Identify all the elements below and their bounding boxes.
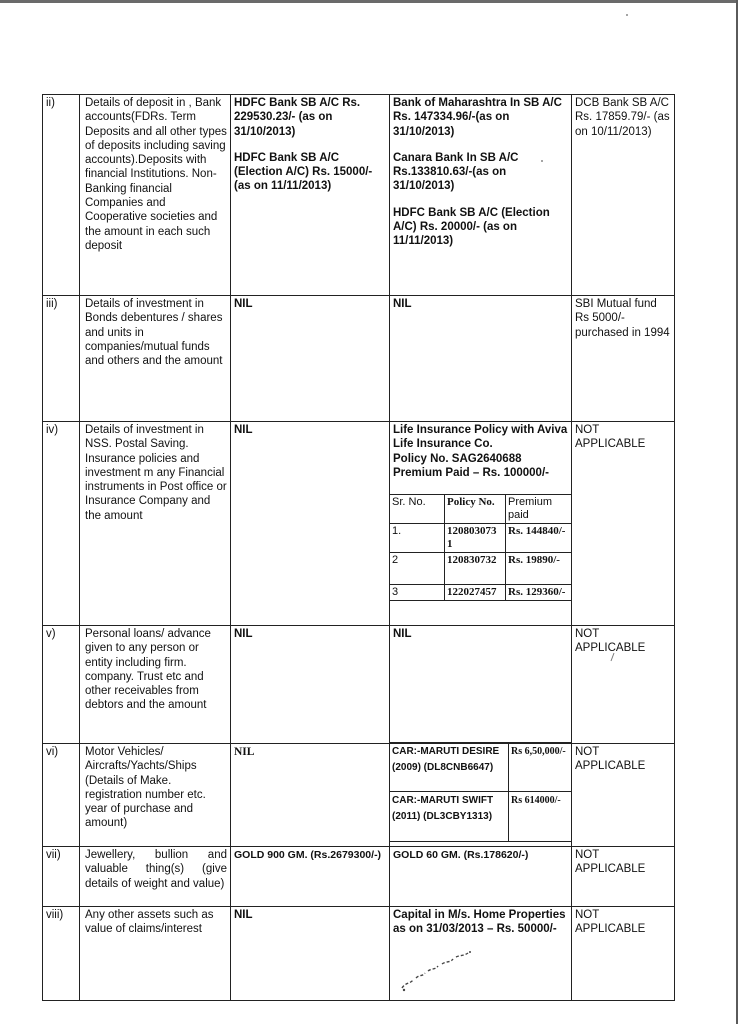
policy-line: Life Insurance Policy with Aviva — [393, 424, 568, 436]
table-row — [43, 296, 675, 422]
signature-scribble — [398, 944, 488, 994]
policy-number: 122027457 — [445, 585, 506, 601]
policy-premium: Rs. 144840/- — [506, 524, 572, 553]
policy-line: Life Insurance Co. — [393, 438, 493, 451]
col5-cell: NOT APPLICABLE — [572, 422, 675, 626]
policy-number: 120830732 — [445, 553, 506, 585]
table-row — [43, 422, 675, 626]
col3-entry: HDFC Bank SB A/C (Election A/C) Rs. 15000/- (as on 11/11/2013) — [234, 151, 373, 193]
policy-line: Premium Paid – Rs. 100000/- — [393, 466, 549, 479]
col5-cell: SBI Mutual fund Rs 5000/- purchased in 1994 — [572, 296, 675, 422]
row-description: Details of investment in Bonds debentures / shares and units in companies/mutual funds and others and the amount — [80, 296, 231, 422]
col4-cell: GOLD 60 GM. (Rs.178620/-) — [390, 847, 572, 907]
policy-row — [390, 553, 572, 585]
col5-cell: DCB Bank SB A/C Rs. 17859.79/- (as on 10/11/2013) — [572, 95, 675, 296]
row-description: Jewellery, bullion and valuable thing(s) (give details of weight and value) — [80, 847, 231, 907]
row-index: viii) — [43, 907, 80, 1001]
policy-number: 120803073 1 — [445, 524, 506, 553]
policy-header: Premium paid — [506, 495, 572, 524]
policy-row — [390, 585, 572, 601]
row-index: iii) — [43, 296, 80, 422]
scan-speck — [626, 14, 628, 16]
col3-cell: NIL — [231, 422, 390, 626]
table-row — [43, 626, 675, 744]
col5-cell: NOT APPLICABLE — [572, 626, 675, 744]
col3-cell: NIL — [231, 626, 390, 744]
row-description: Details of investment in NSS. Postal Saving. Insurance policies and investment m any Financial instruments in Post office or Insurance Company and the amount — [80, 422, 231, 626]
policy-sr: 1. — [390, 524, 445, 553]
page-edge-top — [0, 0, 738, 3]
row-description: Details of deposit in , Bank accounts(FDRs. Term Deposits and all other types of deposits including saving accounts).Deposits with financial Institutions. Non-Banking financial Companies and Cooperative societies and the amount in each such deposit — [80, 95, 231, 296]
col3-entry: HDFC Bank SB A/C Rs. 229530.23/- (as on 31/10/2013) — [234, 97, 361, 138]
col4-entry: HDFC Bank SB A/C (Election A/C) Rs. 20000/- (as on 11/11/2013) — [393, 206, 550, 248]
col4-cell — [390, 95, 572, 296]
policy-sr: 2 — [390, 553, 445, 585]
table-row — [43, 95, 675, 296]
col5-cell: NOT APPLICABLE — [572, 907, 675, 1001]
policy-row — [390, 524, 572, 553]
vehicle-row — [390, 792, 572, 842]
row-index: iv) — [43, 422, 80, 626]
table-row — [43, 847, 675, 907]
assets-table — [42, 94, 675, 1001]
col4-cell — [390, 422, 572, 626]
col3-cell: NIL — [231, 296, 390, 422]
col5-cell: NOT APPLICABLE — [572, 744, 675, 847]
row-index: ii) — [43, 95, 80, 296]
vehicle-amount: Rs 6,50,000/- — [509, 743, 572, 792]
col4-cell: Capital in M/s. Home Properties as on 31/03/2013 – Rs. 50000/- — [390, 907, 572, 1001]
row-index: vi) — [43, 744, 80, 847]
policy-premium: Rs. 129360/- — [506, 585, 572, 601]
policy-premium: Rs. 19890/- — [506, 553, 572, 585]
col3-cell: NIL — [231, 907, 390, 1001]
vehicle-name: CAR:-MARUTI DESIRE (2009) (DL8CNB6647) — [390, 743, 509, 792]
vehicle-amount: Rs 614000/- — [509, 792, 572, 842]
col4-cell: NIL — [390, 296, 572, 422]
policy-table — [389, 494, 572, 601]
col4-cell: NIL — [390, 626, 572, 744]
table-row — [43, 907, 675, 1001]
col4-entry: Bank of Maharashtra In SB A/C Rs. 147334.96/-(as on 31/10/2013) — [393, 97, 562, 138]
vehicle-name: CAR:-MARUTI SWIFT (2011) (DL3CBY1313) — [390, 792, 509, 842]
row-index: v) — [43, 626, 80, 744]
row-description: Any other assets such as value of claims/interest — [80, 907, 231, 1001]
policy-header: Policy No. — [445, 495, 506, 524]
policy-header-row — [390, 495, 572, 524]
policy-line: Policy No. SAG2640688 — [393, 452, 522, 465]
col3-cell: GOLD 900 GM. (Rs.2679300/-) — [231, 847, 390, 907]
row-description: Personal loans/ advance given to any person or entity including firm. company. Trust etc and other receivables from debtors and the amount — [80, 626, 231, 744]
row-description: Motor Vehicles/ Aircrafts/Yachts/Ships (Details of Make. registration number etc. year of purchase and amount) — [80, 744, 231, 847]
vehicle-row — [390, 743, 572, 792]
vehicle-table — [389, 742, 572, 842]
pen-mark — [608, 652, 618, 662]
table-row — [43, 744, 675, 847]
row-index: vii) — [43, 847, 80, 907]
col3-cell: NIL — [231, 744, 390, 847]
policy-sr: 3 — [390, 585, 445, 601]
col4-entry: Canara Bank In SB A/C Rs.133810.63/-(as on 31/10/2013) — [393, 151, 519, 193]
col5-cell: NOT APPLICABLE — [572, 847, 675, 907]
col3-cell — [231, 95, 390, 296]
col4-cell — [390, 744, 572, 847]
policy-header: Sr. No. — [390, 495, 445, 524]
